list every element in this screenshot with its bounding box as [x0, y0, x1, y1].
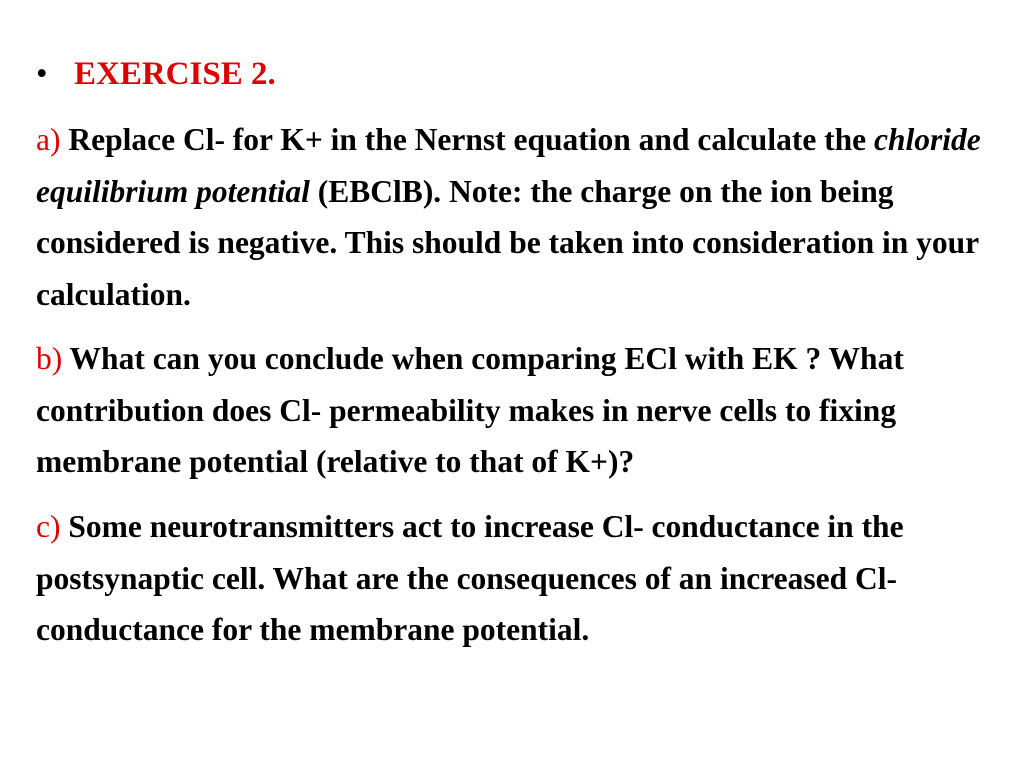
paragraph-a-label: a) — [36, 122, 61, 157]
paragraph-a-italic-term: chloride equilibrium potential — [36, 122, 981, 209]
exercise-title-text: EXERCISE 2. — [74, 56, 276, 92]
paragraph-a-text-1: Replace Cl- for K+ in the Nernst equation and calculate the — [60, 122, 875, 157]
paragraph-a-text-2: (EBClB). Note: the charge on the ion being considered is negative. This should be taken into consideration in your calculation. — [36, 173, 979, 312]
exercise-title — [36, 54, 276, 94]
bullet-icon: • — [36, 56, 48, 92]
paragraph-a — [36, 114, 1006, 320]
paragraph-b-text: What can you conclude when comparing ECl with EK ? What contribution does Cl- permeability makes in nerve cells to fixing membrane potential (relative to that of K+)? — [36, 341, 904, 479]
paragraph-b — [36, 333, 1006, 488]
paragraph-b-label: b) — [36, 341, 63, 376]
paragraph-c-label: c) — [36, 509, 61, 544]
paragraph-c-text: Some neurotransmitters act to increase Cl- conductance in the postsynaptic cell. What are the consequences of an increased Cl- conductance for the membrane potential. — [36, 509, 904, 647]
paragraph-c — [36, 501, 1006, 656]
